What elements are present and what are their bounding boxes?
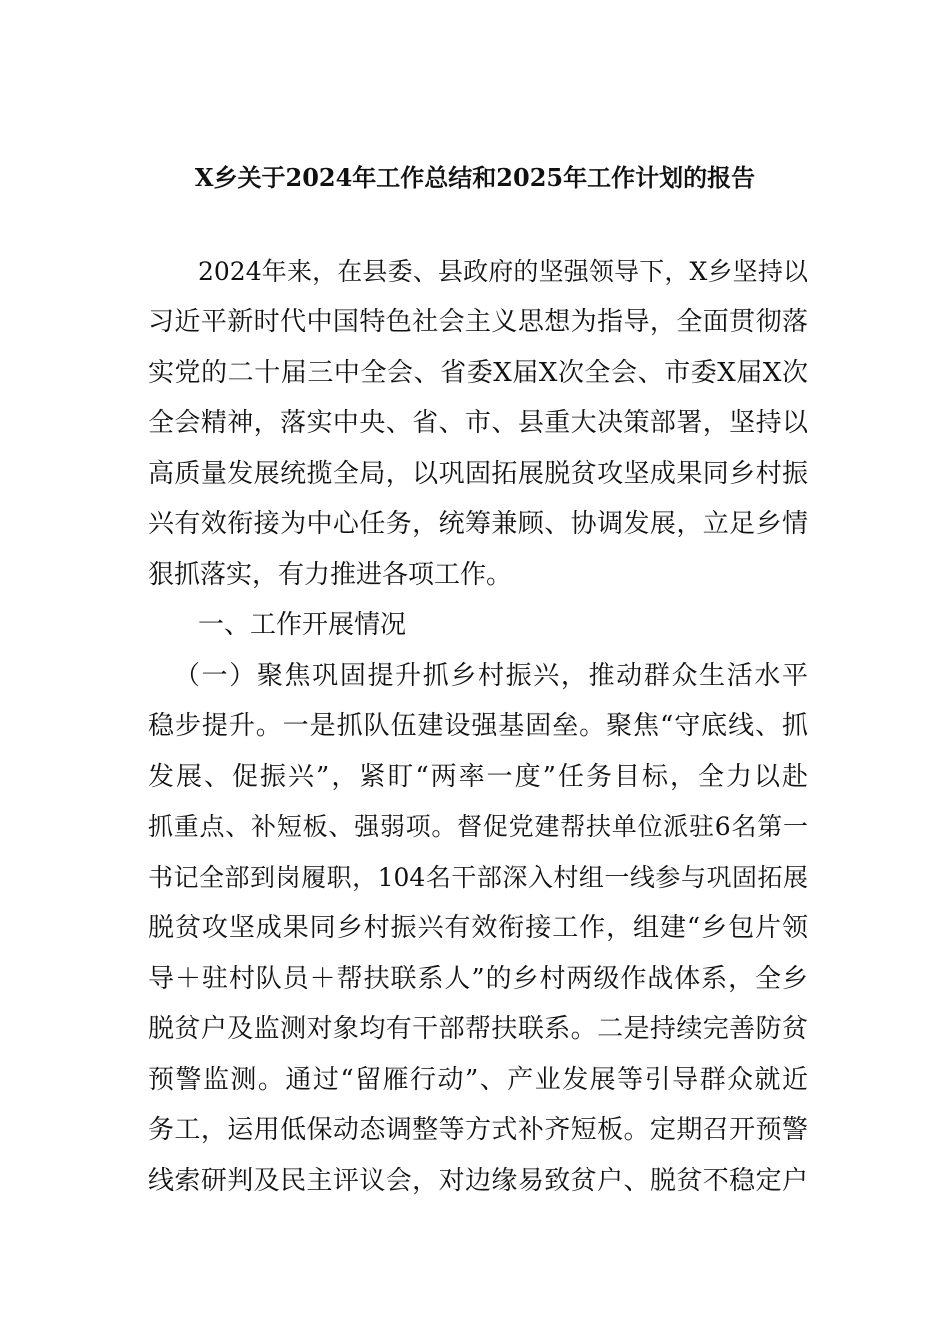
paragraph-line: 实党的二十届三中全会、省委X届X次全会、市委X届X次	[148, 358, 808, 388]
paragraph-line: 线索研判及民主评议会，对边缘易致贫户、脱贫不稳定户	[148, 1166, 808, 1196]
document-title: X乡关于2024年工作总结和2025年工作计划的报告	[194, 163, 756, 192]
paragraph-line: 预警监测。通过“留雁行动”、产业发展等引导群众就近	[148, 1065, 808, 1095]
paragraph-line: 抓重点、补短板、强弱项。督促党建帮扶单位派驻6名第一	[148, 812, 808, 841]
paragraph-line: 兴有效衔接为中心任务，统筹兼顾、协调发展，立足乡情	[148, 509, 808, 539]
paragraph-line: 狠抓落实，有力推进各项工作。	[148, 560, 513, 590]
paragraph-line: 发展、促振兴”，紧盯“两率一度”任务目标，全力以赴	[148, 762, 808, 792]
paragraph-line: 稳步提升。一是抓队伍建设强基固垒。聚焦“守底线、抓	[148, 711, 808, 741]
paragraph-line: 全会精神，落实中央、省、市、县重大决策部署，坚持以	[148, 408, 808, 438]
paragraph-line: 高质量发展统揽全局，以巩固拓展脱贫攻坚成果同乡村振	[148, 459, 808, 489]
section-heading: 一、工作开展情况	[198, 610, 407, 640]
paragraph-line: （一）聚焦巩固提升抓乡村振兴，推动群众生活水平	[174, 661, 808, 691]
paragraph-line: 脱贫攻坚成果同乡村振兴有效衔接工作，组建“乡包片领	[148, 913, 808, 943]
paragraph-line: 导＋驻村队员＋帮扶联系人”的乡村两级作战体系，全乡	[148, 964, 808, 994]
paragraph-line: 2024年来，在县委、县政府的坚强领导下，X乡坚持以	[198, 257, 808, 286]
paragraph-line: 脱贫户及监测对象均有干部帮扶联系。二是持续完善防贫	[148, 1014, 808, 1044]
paragraph-line: 书记全部到岗履职，104名干部深入村组一线参与巩固拓展	[148, 863, 808, 892]
paragraph-line: 习近平新时代中国特色社会主义思想为指导，全面贯彻落	[148, 307, 808, 337]
paragraph-line: 务工，运用低保动态调整等方式补齐短板。定期召开预警	[148, 1115, 808, 1145]
